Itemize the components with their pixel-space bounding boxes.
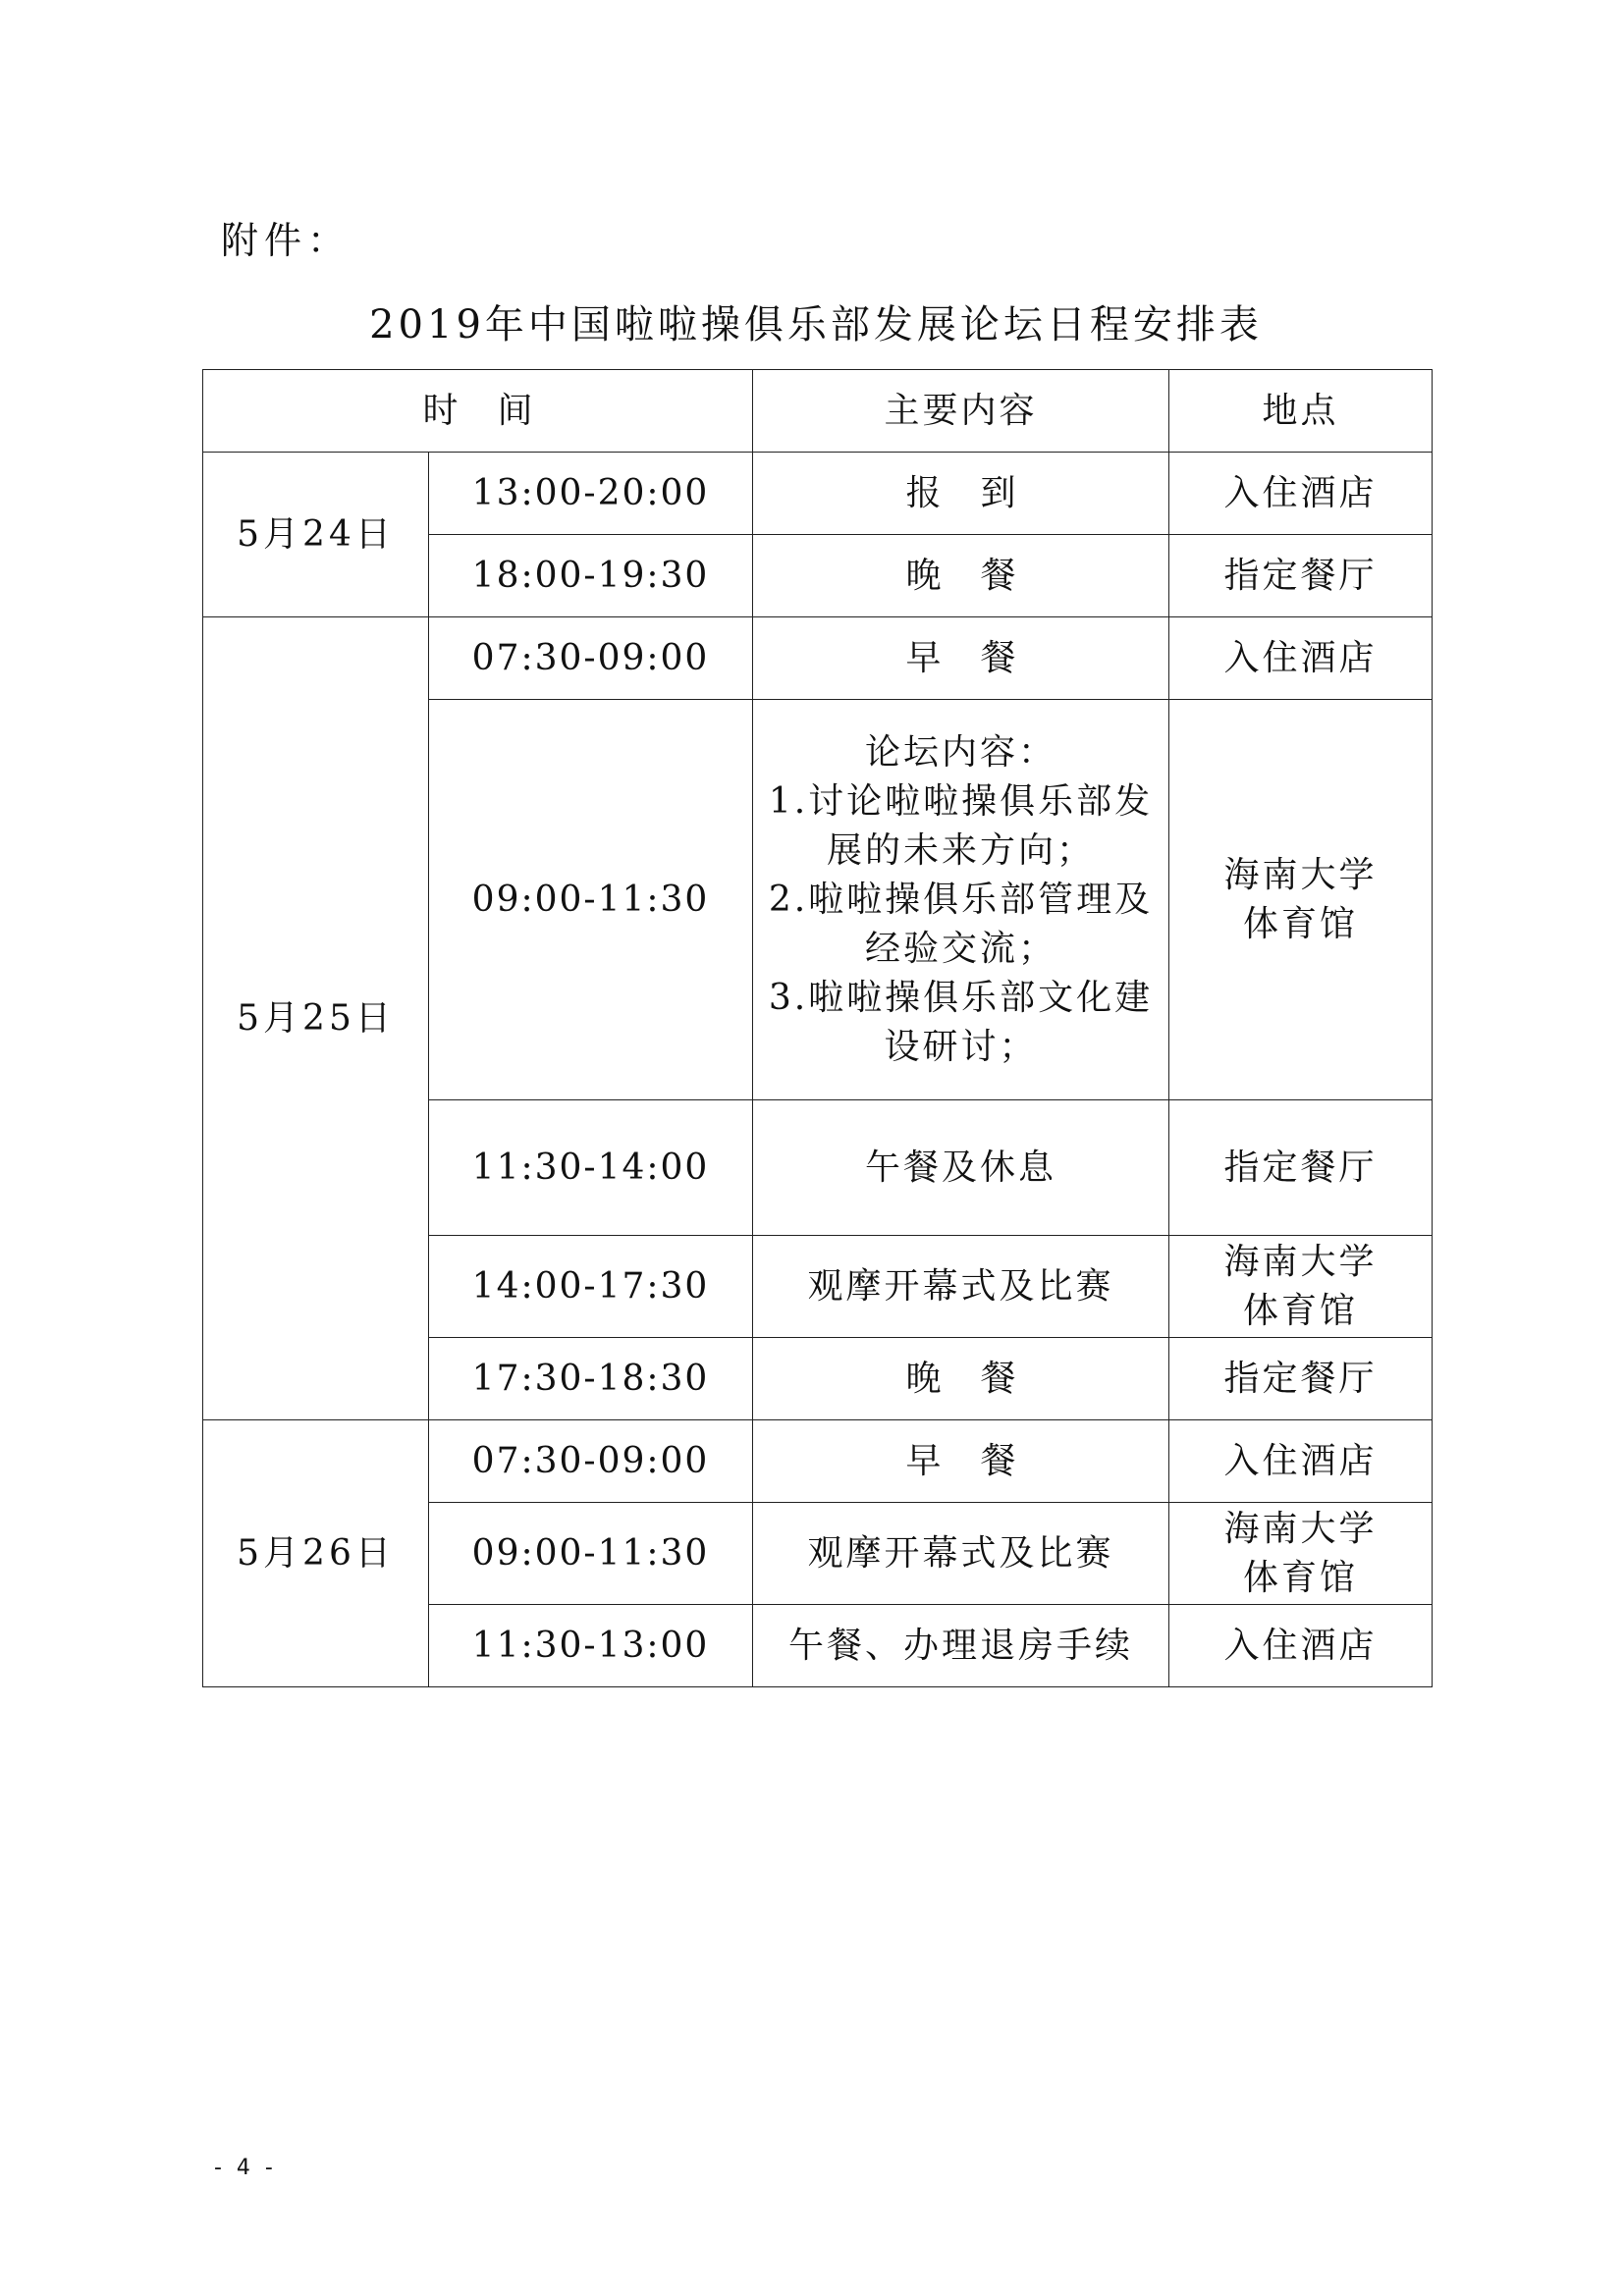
place-cell: 海南大学 体育馆: [1169, 1503, 1433, 1605]
time-cell: 17:30-18:30: [429, 1338, 753, 1420]
content-cell: 晚餐: [753, 535, 1169, 617]
content-cell: 观摩开幕式及比赛: [753, 1236, 1169, 1338]
header-place: 地点: [1169, 370, 1433, 453]
table-header-row: [203, 370, 1433, 453]
header-time: 时间: [203, 370, 753, 453]
place-cell: 海南大学 体育馆: [1169, 1236, 1433, 1338]
date-cell: 5月26日: [203, 1420, 429, 1687]
content-cell: 午餐、办理退房手续: [753, 1605, 1169, 1687]
time-cell: 18:00-19:30: [429, 535, 753, 617]
time-cell: 07:30-09:00: [429, 617, 753, 700]
content-cell: 早餐: [753, 617, 1169, 700]
time-cell: 11:30-13:00: [429, 1605, 753, 1687]
date-cell: 5月24日: [203, 453, 429, 617]
place-cell: 指定餐厅: [1169, 1100, 1433, 1236]
attachment-label: 附件：: [221, 219, 352, 262]
content-cell: 观摩开幕式及比赛: [753, 1503, 1169, 1605]
place-cell: 入住酒店: [1169, 617, 1433, 700]
time-cell: 11:30-14:00: [429, 1100, 753, 1236]
content-cell: 早餐: [753, 1420, 1169, 1503]
date-cell: 5月25日: [203, 617, 429, 1420]
content-cell: 报到: [753, 453, 1169, 535]
document-title: 2019年中国啦啦操俱乐部发展论坛日程安排表: [369, 302, 1263, 347]
place-cell: 海南大学 体育馆: [1169, 700, 1433, 1100]
time-cell: 07:30-09:00: [429, 1420, 753, 1503]
time-cell: 13:00-20:00: [429, 453, 753, 535]
table-row: [203, 453, 1433, 535]
place-cell: 指定餐厅: [1169, 1338, 1433, 1420]
time-cell: 09:00-11:30: [429, 1503, 753, 1605]
table-row: [203, 617, 1433, 700]
table-row: [203, 1420, 1433, 1503]
time-cell: 14:00-17:30: [429, 1236, 753, 1338]
content-cell: 晚餐: [753, 1338, 1169, 1420]
schedule-table: [202, 369, 1433, 1687]
place-cell: 指定餐厅: [1169, 535, 1433, 617]
header-content: 主要内容: [753, 370, 1169, 453]
page-number: - 4 -: [214, 2156, 277, 2180]
place-cell: 入住酒店: [1169, 1605, 1433, 1687]
place-cell: 入住酒店: [1169, 1420, 1433, 1503]
time-cell: 09:00-11:30: [429, 700, 753, 1100]
content-cell: 午餐及休息: [753, 1100, 1169, 1236]
forum-content-cell: 论坛内容： 1.讨论啦啦操俱乐部发展的未来方向； 2.啦啦操俱乐部管理及经验交流； 3.啦啦操俱乐部文化建设研讨；: [753, 700, 1169, 1100]
place-cell: 入住酒店: [1169, 453, 1433, 535]
